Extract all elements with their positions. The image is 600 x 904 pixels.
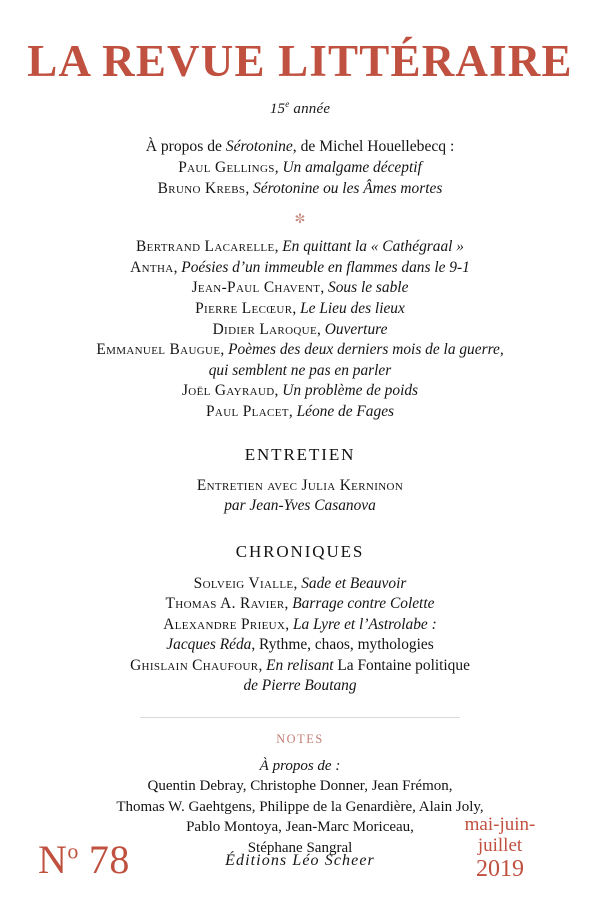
list-item bbox=[0, 574, 600, 595]
issue-date-line-2: juillet bbox=[477, 835, 523, 856]
list-item bbox=[0, 676, 600, 697]
cover-footer bbox=[0, 800, 600, 886]
entretien-title: Entretien avec Julia Kerninon bbox=[196, 476, 404, 494]
entry-trail: La Fontaine politique bbox=[333, 656, 470, 674]
entry-author: Paul Gellings bbox=[178, 159, 275, 177]
entry-author: Emmanuel Baugue bbox=[96, 341, 221, 359]
issue-date bbox=[440, 814, 560, 882]
entry-author: Pierre Lecœur bbox=[195, 300, 293, 318]
notes-line: Stéphane Sangral bbox=[247, 839, 353, 856]
entry-title: La Lyre et l’Astrolabe : bbox=[292, 615, 437, 633]
list-item bbox=[0, 158, 600, 179]
entry-author: Thomas A. Ravier bbox=[165, 595, 285, 613]
notes-line: Thomas W. Gaehtgens, Philippe de la Genardière, Alain Joly, bbox=[116, 798, 484, 815]
asterisk-separator-icon: ✼ bbox=[294, 211, 306, 227]
entry-sep: , bbox=[220, 341, 229, 359]
list-item bbox=[0, 635, 600, 656]
intro-section bbox=[0, 136, 600, 199]
sommaire-section bbox=[0, 237, 600, 422]
entry-title: Poèmes des deux derniers mois de la guerre, bbox=[228, 341, 504, 359]
issue-date-year: 2019 bbox=[476, 856, 524, 882]
list-item bbox=[0, 258, 600, 279]
section-heading-entretien: ENTRETIEN bbox=[244, 444, 356, 464]
list-item bbox=[0, 179, 600, 200]
year-line bbox=[0, 99, 600, 118]
intro-lead-plain-1: À propos de bbox=[145, 138, 226, 156]
section-heading-notes: NOTES bbox=[276, 731, 324, 746]
intro-lead-italic: Sérotonine bbox=[225, 138, 293, 156]
masthead bbox=[0, 0, 600, 118]
year-ordinal: e bbox=[285, 99, 290, 110]
entry-sep: , bbox=[292, 300, 301, 318]
list-item bbox=[0, 237, 600, 258]
entry-title: Ouverture bbox=[324, 320, 388, 338]
publisher-name: Éditions Léo Scheer bbox=[225, 852, 375, 869]
entry-title: Sous le sable bbox=[328, 279, 409, 297]
entry-author: Bruno Krebs bbox=[157, 179, 246, 197]
entry-sep: , bbox=[274, 382, 283, 400]
entry-title: qui semblent ne pas en parler bbox=[208, 361, 392, 379]
list-item bbox=[0, 615, 600, 636]
entry-sep: , bbox=[293, 574, 302, 592]
entry-title: Le Lieu des lieux bbox=[300, 300, 405, 318]
list-item bbox=[0, 594, 600, 615]
year-number: 15 bbox=[269, 101, 286, 118]
entry-sep: , bbox=[288, 403, 297, 420]
entry-author: Joël Gayraud bbox=[181, 382, 275, 400]
entry-title: Un problème de poids bbox=[282, 382, 419, 400]
entry-title: Barrage contre Colette bbox=[292, 595, 435, 613]
entry-author: Antha bbox=[130, 258, 174, 276]
entry-sep: , bbox=[245, 179, 254, 197]
entry-sep: , bbox=[317, 320, 325, 338]
entry-author: Alexandre Prieux bbox=[163, 615, 286, 633]
list-item bbox=[0, 402, 600, 423]
notes-intro: À propos de : bbox=[259, 757, 341, 774]
journal-title: LA REVUE LITTÉRAIRE bbox=[27, 36, 573, 86]
entry-title: de Pierre Boutang bbox=[243, 677, 357, 695]
entry-trail: , Rythme, chaos, mythologies bbox=[251, 636, 434, 654]
notes-line: Pablo Montoya, Jean-Marc Moriceau, bbox=[186, 819, 414, 836]
entry-title: En relisant bbox=[266, 656, 334, 674]
entry-sep: , bbox=[274, 238, 283, 256]
entry-title: Sérotonine ou les Âmes mortes bbox=[253, 179, 443, 197]
issue-number-ordinal: o bbox=[67, 838, 79, 864]
entry-title: Sade et Beauvoir bbox=[301, 574, 407, 592]
list-item bbox=[0, 381, 600, 402]
list-item bbox=[0, 278, 600, 299]
entry-title: Jacques Réda bbox=[166, 636, 252, 654]
entry-sep: , bbox=[258, 656, 267, 674]
entry-sep: , bbox=[284, 595, 293, 613]
issue-date-line-1: mai-juin- bbox=[464, 814, 536, 835]
entry-sep: , bbox=[285, 615, 293, 633]
entry-title: Léone de Fages bbox=[296, 403, 395, 420]
entry-author: Paul Placet bbox=[205, 403, 289, 420]
entry-title: Un amalgame déceptif bbox=[282, 159, 422, 177]
list-item bbox=[0, 361, 600, 382]
notes-line: Quentin Debray, Christophe Donner, Jean Frémon, bbox=[147, 778, 453, 795]
list-item bbox=[0, 320, 600, 341]
issue-number-label: N bbox=[38, 837, 68, 882]
notes-divider bbox=[140, 717, 460, 718]
entry-author: Bertrand Lacarelle bbox=[136, 238, 275, 256]
list-item bbox=[0, 299, 600, 320]
entretien-section bbox=[0, 476, 600, 517]
list-item bbox=[0, 340, 600, 361]
issue-number-value: 78 bbox=[88, 837, 130, 882]
entry-sep: , bbox=[173, 258, 182, 276]
intro-lead-plain-2: , de Michel Houellebecq : bbox=[292, 138, 455, 156]
section-heading-chroniques: CHRONIQUES bbox=[235, 541, 365, 561]
entry-author: Solveig Vialle bbox=[193, 574, 294, 592]
year-word: année bbox=[289, 101, 331, 118]
entretien-byline: par Jean-Yves Casanova bbox=[224, 497, 376, 515]
intro-lead bbox=[0, 136, 600, 158]
entry-sep: , bbox=[320, 279, 329, 297]
list-item bbox=[0, 656, 600, 677]
entry-author: Ghislain Chaufour bbox=[130, 656, 259, 674]
entry-title: Poésies d’un immeuble en flammes dans le 9-1 bbox=[181, 258, 470, 276]
chroniques-section bbox=[0, 574, 600, 697]
entry-title: En quittant la « Cathégraal » bbox=[282, 238, 464, 256]
entry-author: Didier Laroque bbox=[212, 320, 318, 338]
entry-author: Jean-Paul Chavent bbox=[191, 279, 321, 297]
entry-sep: , bbox=[274, 159, 283, 177]
